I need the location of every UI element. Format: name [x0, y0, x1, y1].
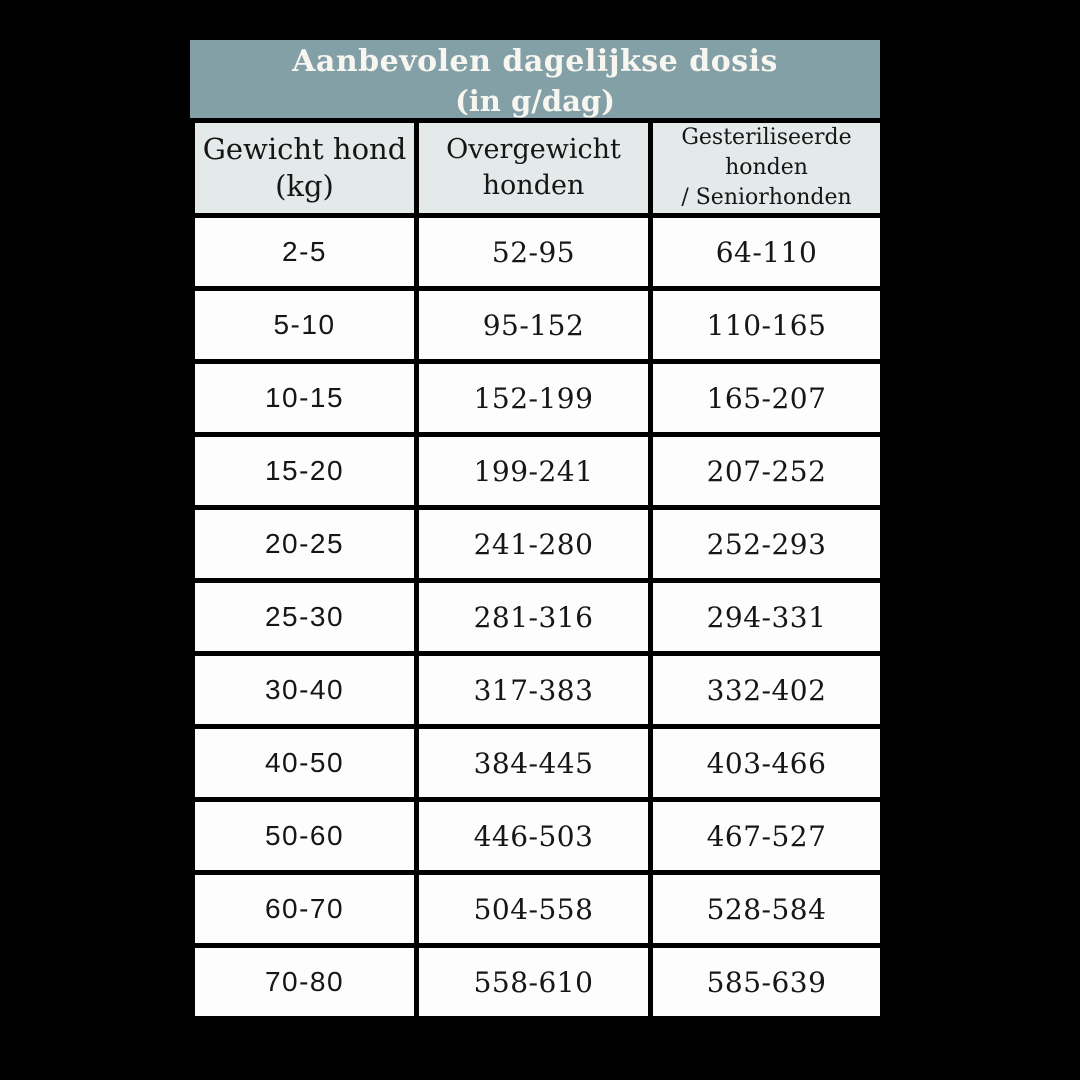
- weight-cell: 5-10: [193, 289, 417, 362]
- table-row: [193, 873, 883, 946]
- weight-cell: 2-5: [193, 216, 417, 289]
- dosage-table-panel: [190, 40, 880, 1021]
- column-header-overweight-line2: honden: [482, 170, 585, 201]
- column-header-weight: [193, 121, 417, 216]
- overweight-dose-cell: 95-152: [417, 289, 651, 362]
- weight-cell: 15-20: [193, 435, 417, 508]
- table-row: [193, 508, 883, 581]
- sterilized-dose-cell: 294-331: [651, 581, 883, 654]
- sterilized-dose-cell: 467-527: [651, 800, 883, 873]
- column-header-overweight-line1: Overgewicht: [446, 134, 621, 165]
- table-title: [190, 40, 880, 118]
- overweight-dose-cell: 199-241: [417, 435, 651, 508]
- sterilized-dose-cell: 252-293: [651, 508, 883, 581]
- sterilized-dose-cell: 403-466: [651, 727, 883, 800]
- overweight-dose-cell: 446-503: [417, 800, 651, 873]
- sterilized-dose-cell: 110-165: [651, 289, 883, 362]
- weight-cell: 70-80: [193, 946, 417, 1019]
- table-title-line2: (in g/dag): [455, 84, 615, 118]
- weight-cell: 40-50: [193, 727, 417, 800]
- dosage-table: [190, 118, 885, 1021]
- overweight-dose-cell: 281-316: [417, 581, 651, 654]
- table-row: [193, 946, 883, 1019]
- overweight-dose-cell: 52-95: [417, 216, 651, 289]
- column-header-sterilized-line2: / Seniorhonden: [681, 185, 852, 210]
- weight-cell: 50-60: [193, 800, 417, 873]
- table-row: [193, 654, 883, 727]
- table-row: [193, 289, 883, 362]
- overweight-dose-cell: 241-280: [417, 508, 651, 581]
- weight-cell: 10-15: [193, 362, 417, 435]
- table-row: [193, 216, 883, 289]
- column-header-overweight: [417, 121, 651, 216]
- weight-cell: 30-40: [193, 654, 417, 727]
- sterilized-dose-cell: 528-584: [651, 873, 883, 946]
- overweight-dose-cell: 152-199: [417, 362, 651, 435]
- overweight-dose-cell: 317-383: [417, 654, 651, 727]
- table-row: [193, 435, 883, 508]
- header-row: [193, 121, 883, 216]
- table-row: [193, 800, 883, 873]
- sterilized-dose-cell: 207-252: [651, 435, 883, 508]
- table-row: [193, 362, 883, 435]
- table-title-line1: Aanbevolen dagelijkse dosis: [292, 44, 778, 79]
- column-header-sterilized-line1: Gesteriliseerde honden: [681, 125, 852, 180]
- weight-cell: 25-30: [193, 581, 417, 654]
- sterilized-dose-cell: 64-110: [651, 216, 883, 289]
- weight-cell: 60-70: [193, 873, 417, 946]
- overweight-dose-cell: 504-558: [417, 873, 651, 946]
- weight-cell: 20-25: [193, 508, 417, 581]
- sterilized-dose-cell: 332-402: [651, 654, 883, 727]
- overweight-dose-cell: 558-610: [417, 946, 651, 1019]
- sterilized-dose-cell: 165-207: [651, 362, 883, 435]
- table-row: [193, 581, 883, 654]
- table-row: [193, 727, 883, 800]
- overweight-dose-cell: 384-445: [417, 727, 651, 800]
- column-header-weight-line1: Gewicht hond: [202, 132, 407, 166]
- column-header-sterilized: [651, 121, 883, 216]
- sterilized-dose-cell: 585-639: [651, 946, 883, 1019]
- column-header-weight-line2: (kg): [275, 169, 334, 203]
